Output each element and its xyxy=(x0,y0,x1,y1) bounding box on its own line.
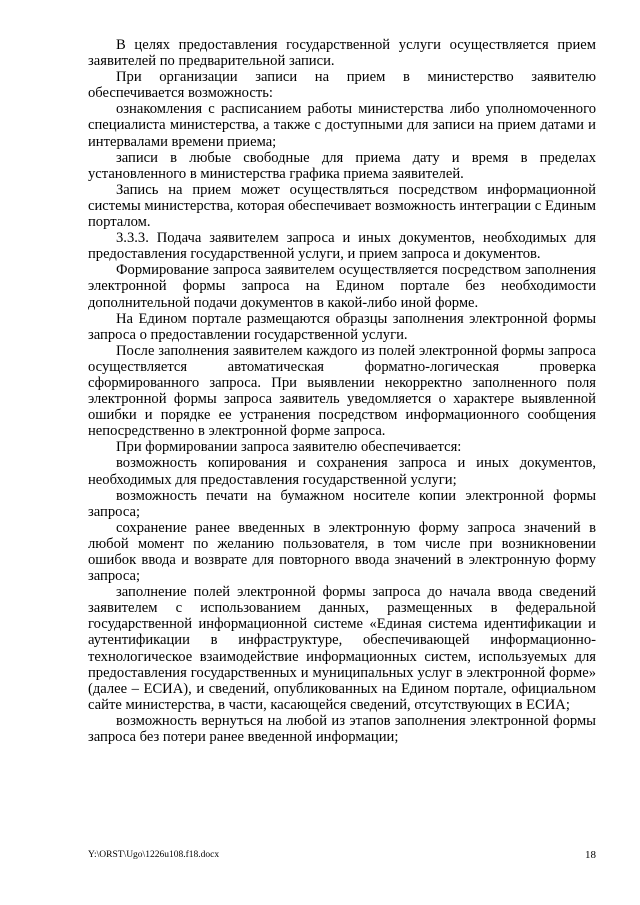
paragraph: Запись на прием может осуществляться посредством информационной системы министерства, которая обеспечивает возможность интеграции с Единым порталом. xyxy=(88,181,596,231)
paragraph: На Едином портале размещаются образцы заполнения электронной формы запроса о предоставлении государственной услуги. xyxy=(88,310,596,343)
paragraph: После заполнения заявителем каждого из полей электронной формы запроса осуществляется автоматическая форматно-логическая проверка сформированного запроса. При выявлении некорректно заполненного поля электронной формы запроса заявитель уведомляется о характере выявленной ошибки и порядке ее устранения посредством информационного сообщения непосредственно в электронной форме запроса. xyxy=(88,342,596,440)
paragraph: При организации записи на прием в министерство заявителю обеспечивается возможность: xyxy=(88,69,596,102)
footer-file-path: Y:\ORST\Ugo\1226u108.f18.docx xyxy=(88,850,220,860)
list-item-paragraph: возможность печати на бумажном носителе копии электронной формы запроса; xyxy=(88,487,596,520)
list-item-paragraph: сохранение ранее введенных в электронную форму запроса значений в любой момент по желанию пользователя, в том числе при возникновении ошибок ввода и возврате для повторного ввода значений в электронную форму запроса; xyxy=(88,519,596,585)
paragraph: В целях предоставления государственной услуги осуществляется прием заявителей по предварительной записи. xyxy=(88,37,596,70)
paragraph: ознакомления с расписанием работы министерства либо уполномоченного специалиста министерства, а также с доступными для записи на прием датами и интервалами времени приема; xyxy=(88,101,596,150)
list-item-paragraph: возможность вернуться на любой из этапов заполнения электронной формы запроса без потери ранее введенной информации; xyxy=(88,712,596,746)
paragraph: Формирование запроса заявителем осуществляется посредством заполнения электронной формы запроса на Едином портале без необходимости дополнительной подачи документов в какой-либо иной форме. xyxy=(88,262,596,311)
page-number: 18 xyxy=(585,849,596,861)
document-body xyxy=(88,37,596,745)
list-item-paragraph: заполнение полей электронной формы запроса до начала ввода сведений заявителем с использованием данных, размещенных в федеральной государственной информационной системе «Единая система идентификации и аутентификации в инфраструктуре, обеспечивающей информационно-технологическое взаимодействие информационных систем, используемых для предоставления государственных и муниципальных услуг в электронной форме» (далее – ЕСИА), и сведений, опубликованных на Едином портале, официальном сайте министерства, в части, касающейся сведений, отсутствующих в ЕСИА; xyxy=(88,584,596,713)
section-heading-paragraph: 3.3.3. Подача заявителем запроса и иных документов, необходимых для предоставления государственной услуги, и прием запроса и документов. xyxy=(88,230,596,263)
paragraph: При формировании запроса заявителю обеспечивается: xyxy=(116,439,462,456)
paragraph: записи в любые свободные для приема дату и время в пределах установленного в министерства графика приема заявителей. xyxy=(88,149,596,182)
list-item-paragraph: возможность копирования и сохранения запроса и иных документов, необходимых для предоставления государственной услуги; xyxy=(88,455,596,488)
